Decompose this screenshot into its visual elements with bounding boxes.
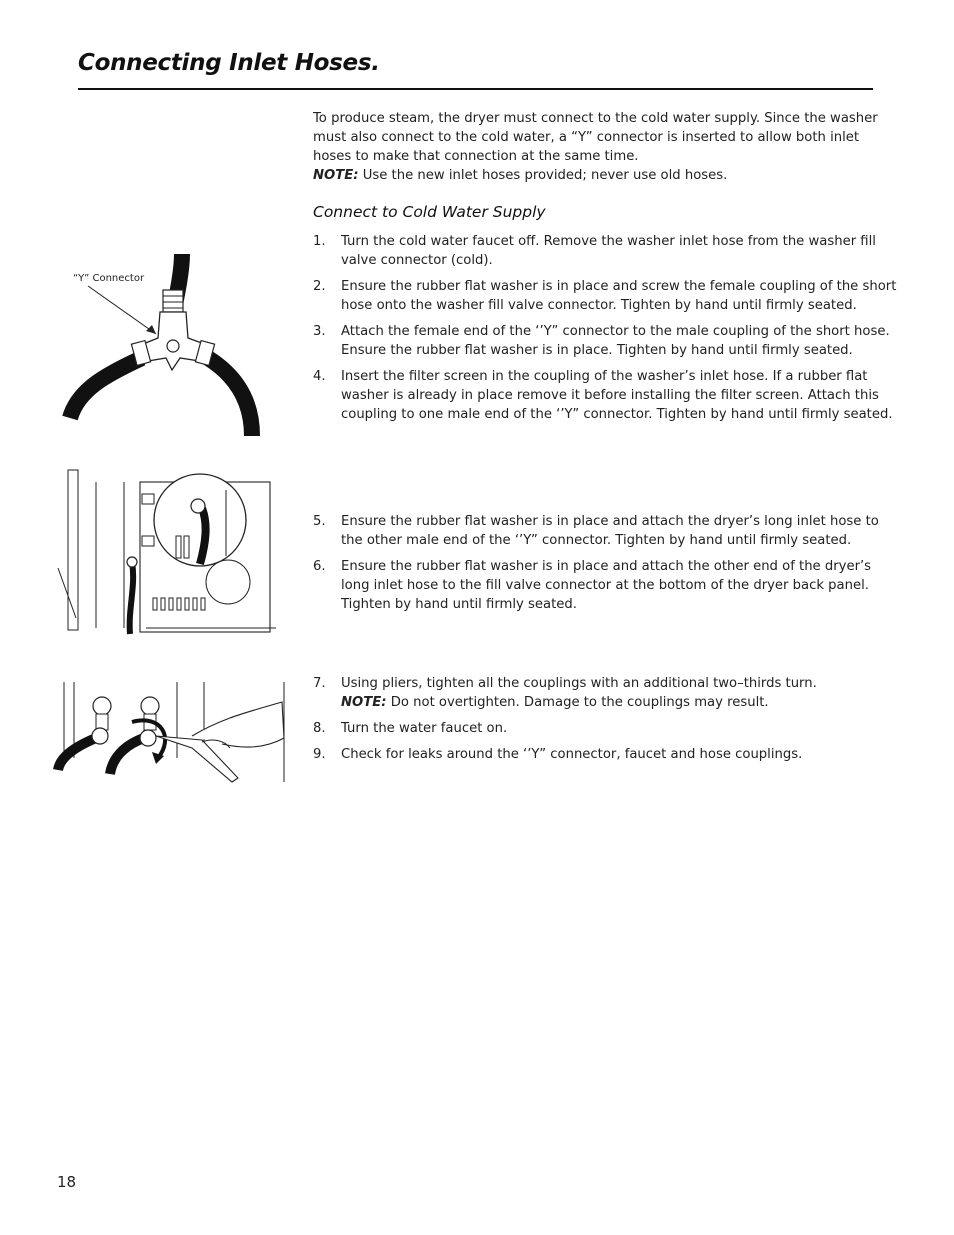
step-number: 4. <box>313 369 326 384</box>
step-text: Ensure the rubber flat washer is in place and attach the dryer’s long inlet hose to the other male end of the ‘’Y” connector. Tighten by hand until firmly seated. <box>341 514 879 548</box>
note-text: Use the new inlet hoses provided; never use old hoses. <box>358 168 728 183</box>
list-item <box>313 745 903 764</box>
list-item <box>313 232 903 270</box>
steps-list-1 <box>313 232 903 431</box>
step-text: Turn the cold water faucet off. Remove the washer inlet hose from the washer fill valve connector (cold). <box>341 234 876 268</box>
list-item <box>313 557 903 614</box>
page-title: Connecting Inlet Hoses. <box>78 50 380 76</box>
step-text: Ensure the rubber flat washer is in place and attach the other end of the dryer’s long inlet hose to the fill valve connector at the bottom of the dryer back panel. Tighten by hand until firmly seated. <box>341 559 872 612</box>
note-label: NOTE: <box>313 168 359 183</box>
step-text: Check for leaks around the ‘’Y” connector, faucet and hose couplings. <box>341 747 803 762</box>
step-number: 8. <box>313 721 326 736</box>
dryer-back-panel-illustration-icon <box>56 468 280 648</box>
step-number: 1. <box>313 234 326 249</box>
intro-paragraph <box>313 109 898 185</box>
note-label: NOTE: <box>341 695 387 710</box>
list-item <box>313 674 903 712</box>
step-text: Ensure the rubber flat washer is in place and screw the female coupling of the short hose onto the washer fill valve connector. Tighten by hand until firmly seated. <box>341 279 897 313</box>
list-item <box>313 367 903 424</box>
section-heading: Connect to Cold Water Supply <box>313 203 546 221</box>
step-text: Attach the female end of the ‘’Y” connector to the male coupling of the short hose. Ensure the rubber flat washer is in place. Tighten by hand until firmly seated. <box>341 324 890 358</box>
step-text: Using pliers, tighten all the couplings with an additional two–thirds turn. <box>341 676 817 691</box>
step-number: 7. <box>313 676 326 691</box>
y-connector-illustration-icon <box>60 250 270 440</box>
step-number: 5. <box>313 514 326 529</box>
step-number: 3. <box>313 324 326 339</box>
title-rule <box>78 88 873 90</box>
step-text: Turn the water faucet on. <box>341 721 508 736</box>
list-item <box>313 512 903 550</box>
list-item <box>313 277 903 315</box>
intro-note <box>313 166 898 185</box>
step-number: 9. <box>313 747 326 762</box>
page-number: 18 <box>57 1173 77 1191</box>
note-text: Do not overtighten. Damage to the couplings may result. <box>386 695 769 710</box>
step-number: 2. <box>313 279 326 294</box>
step-number: 6. <box>313 559 326 574</box>
list-item <box>313 322 903 360</box>
steps-list-3 <box>313 674 903 771</box>
intro-text: To produce steam, the dryer must connect to the cold water supply. Since the washer must also connect to the cold water, a “Y” connector is inserted to allow both inlet hoses to make that connection at the same time. <box>313 111 878 164</box>
step-text: Insert the filter screen in the coupling of the washer’s inlet hose. If a rubber flat washer is already in place remove it before installing the filter screen. Attach this coupling to one male end of the ‘’Y” connector. Tighten by hand until firmly seated. <box>341 369 893 422</box>
y-connector-caption: “Y” Connector <box>73 273 145 284</box>
pliers-tightening-illustration-icon <box>52 678 288 786</box>
list-item <box>313 719 903 738</box>
steps-list-2 <box>313 512 903 621</box>
